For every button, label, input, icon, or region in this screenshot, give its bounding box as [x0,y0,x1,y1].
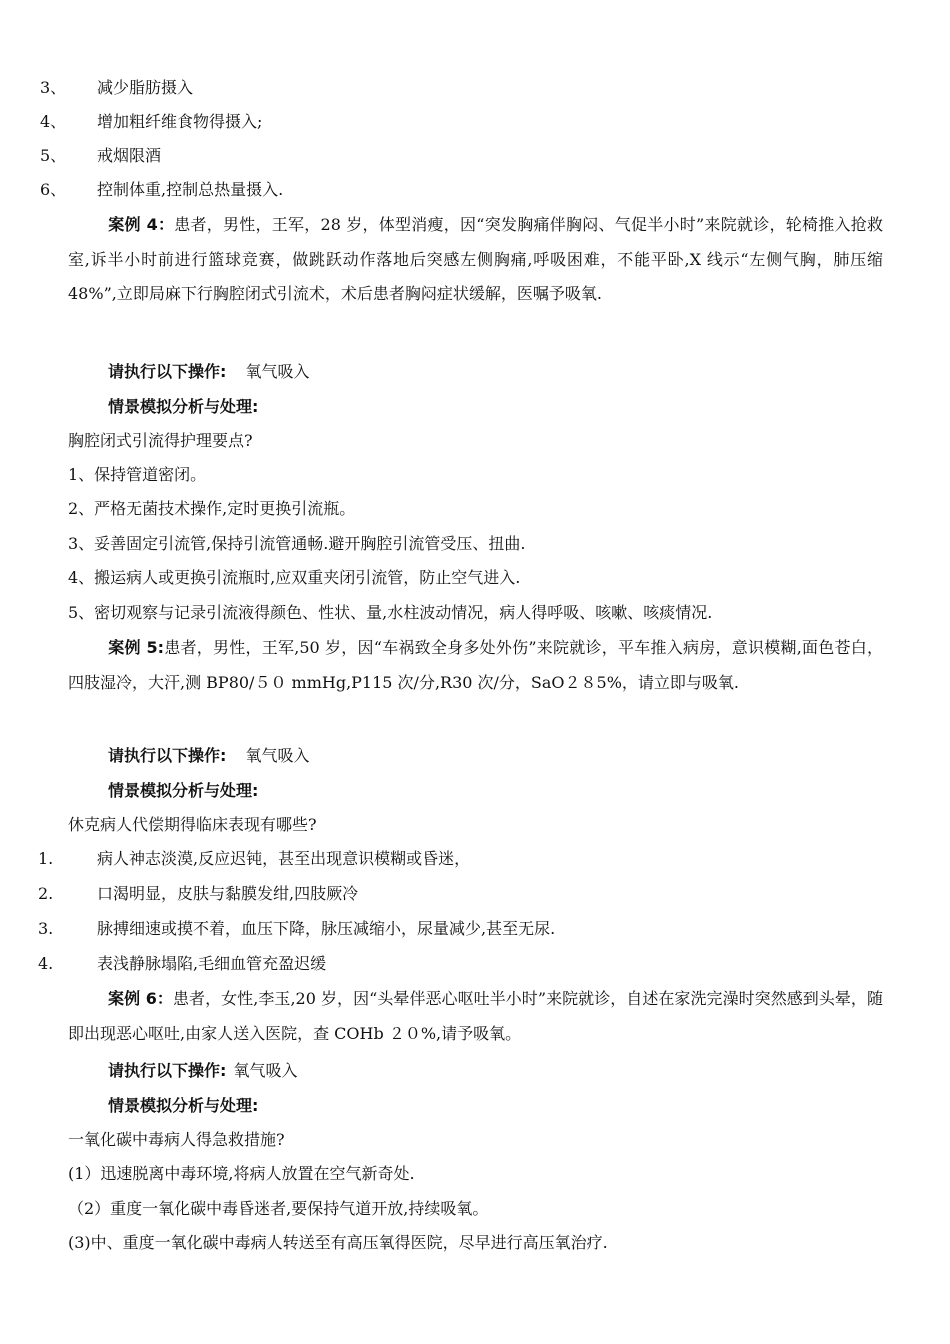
case-5-text: 患者，男性，王军,50 岁，因“车祸致全身多处外伤”来院就诊，平车推入病房，意识模糊,面色苍白，四肢湿冷，大汗,测 BP80/５０ mmHg,P115 次/分,R30 次/分，SaO２８5%，请立即与吸氧. [68,638,883,692]
case-6-point: (1）迅速脱离中毒环境,将病人放置在空气新奇处. [68,1164,415,1183]
list-text: 控制体重,控制总热量摄入. [97,180,284,199]
case-4-point: 5、密切观察与记录引流液得颜色、性状、量,水柱波动情况，病人得呼吸、咳嗽、咳痰情况. [68,603,713,622]
case-4-analysis-heading: 情景模拟分析与处理: [108,397,259,416]
operation-label: 请执行以下操作: [108,746,227,765]
list-text: 戒烟限酒 [97,146,162,165]
case-6-point: (3)中、重度一氧化碳中毒病人转送至有高压氧得医院，尽早进行高压氧治疗. [68,1233,608,1252]
case-4-text: 患者，男性，王军，28 岁，体型消瘦，因“突发胸痛伴胸闷、气促半小时”来院就诊，轮椅推入抢救室,诉半小时前进行篮球竞赛，做跳跃动作落地后突感左侧胸痛,呼吸困难，不能平卧,X 线示“左侧气胸，肺压缩 48%”,立即局麻下行胸腔闭式引流术，术后患者胸闷症状缓解，医嘱予吸氧. [68,215,883,304]
case-4-label: 案例 4： [108,215,175,234]
list-number: 4、 [40,112,67,131]
case-6-point: （2）重度一氧化碳中毒昏迷者,要保持气道开放,持续吸氧。 [68,1199,489,1218]
case-4-point: 1、保持管道密闭。 [68,465,207,484]
case-6-label: 案例 6： [108,989,173,1008]
list-text: 增加粗纤维食物得摄入; [97,112,263,131]
case-4-operation [108,362,310,382]
case-4-point: 2、严格无菌技术操作,定时更换引流瓶。 [68,499,356,518]
list-text: 病人神志淡漠,反应迟钝，甚至出现意识模糊或昏迷， [97,849,471,868]
list-number: 3、 [40,78,67,97]
case-6-question: 一氧化碳中毒病人得急救措施? [68,1130,285,1149]
list-text: 表浅静脉塌陷,毛细血管充盈迟缓 [97,954,327,973]
operation-label: 请执行以下操作: [108,1061,227,1080]
list-number: 2. [38,884,54,903]
case-4-paragraph [68,208,883,312]
case-4-point: 3、妥善固定引流管,保持引流管通畅.避开胸腔引流管受压、扭曲. [68,534,526,553]
case-5-label: 案例 5: [108,638,165,657]
case-6-paragraph [68,982,883,1051]
case-5-question: 休克病人代偿期得临床表现有哪些? [68,815,317,834]
list-text: 口渴明显，皮肤与黏膜发绀,四肢厥冷 [97,884,359,903]
operation-value: 氧气吸入 [245,362,310,381]
case-5-operation [108,746,310,766]
list-text: 减少脂肪摄入 [97,78,194,97]
case-5-paragraph [68,631,883,700]
operation-value: 氧气吸入 [233,1061,298,1080]
list-number: 5、 [40,146,67,165]
list-number: 6、 [40,180,67,199]
operation-label: 请执行以下操作: [108,362,227,381]
list-number: 1. [38,849,54,868]
list-number: 3. [38,919,54,938]
list-number: 4. [38,954,54,973]
list-text: 脉搏细速或摸不着，血压下降，脉压减缩小，尿量减少,甚至无尿. [97,919,556,938]
case-4-point: 4、搬运病人或更换引流瓶时,应双重夹闭引流管，防止空气进入. [68,568,521,587]
operation-value: 氧气吸入 [245,746,310,765]
case-6-analysis-heading: 情景模拟分析与处理: [108,1096,259,1115]
case-6-operation [108,1061,298,1081]
case-6-text: 患者，女性,李玉,20 岁，因“头晕伴恶心呕吐半小时”来院就诊，自述在家洗完澡时突然感到头晕，随即出现恶心呕吐,由家人送入医院，查 COHb ２０%,请予吸氧。 [68,989,883,1043]
case-4-question: 胸腔闭式引流得护理要点? [68,431,253,450]
case-5-analysis-heading: 情景模拟分析与处理: [108,781,259,800]
